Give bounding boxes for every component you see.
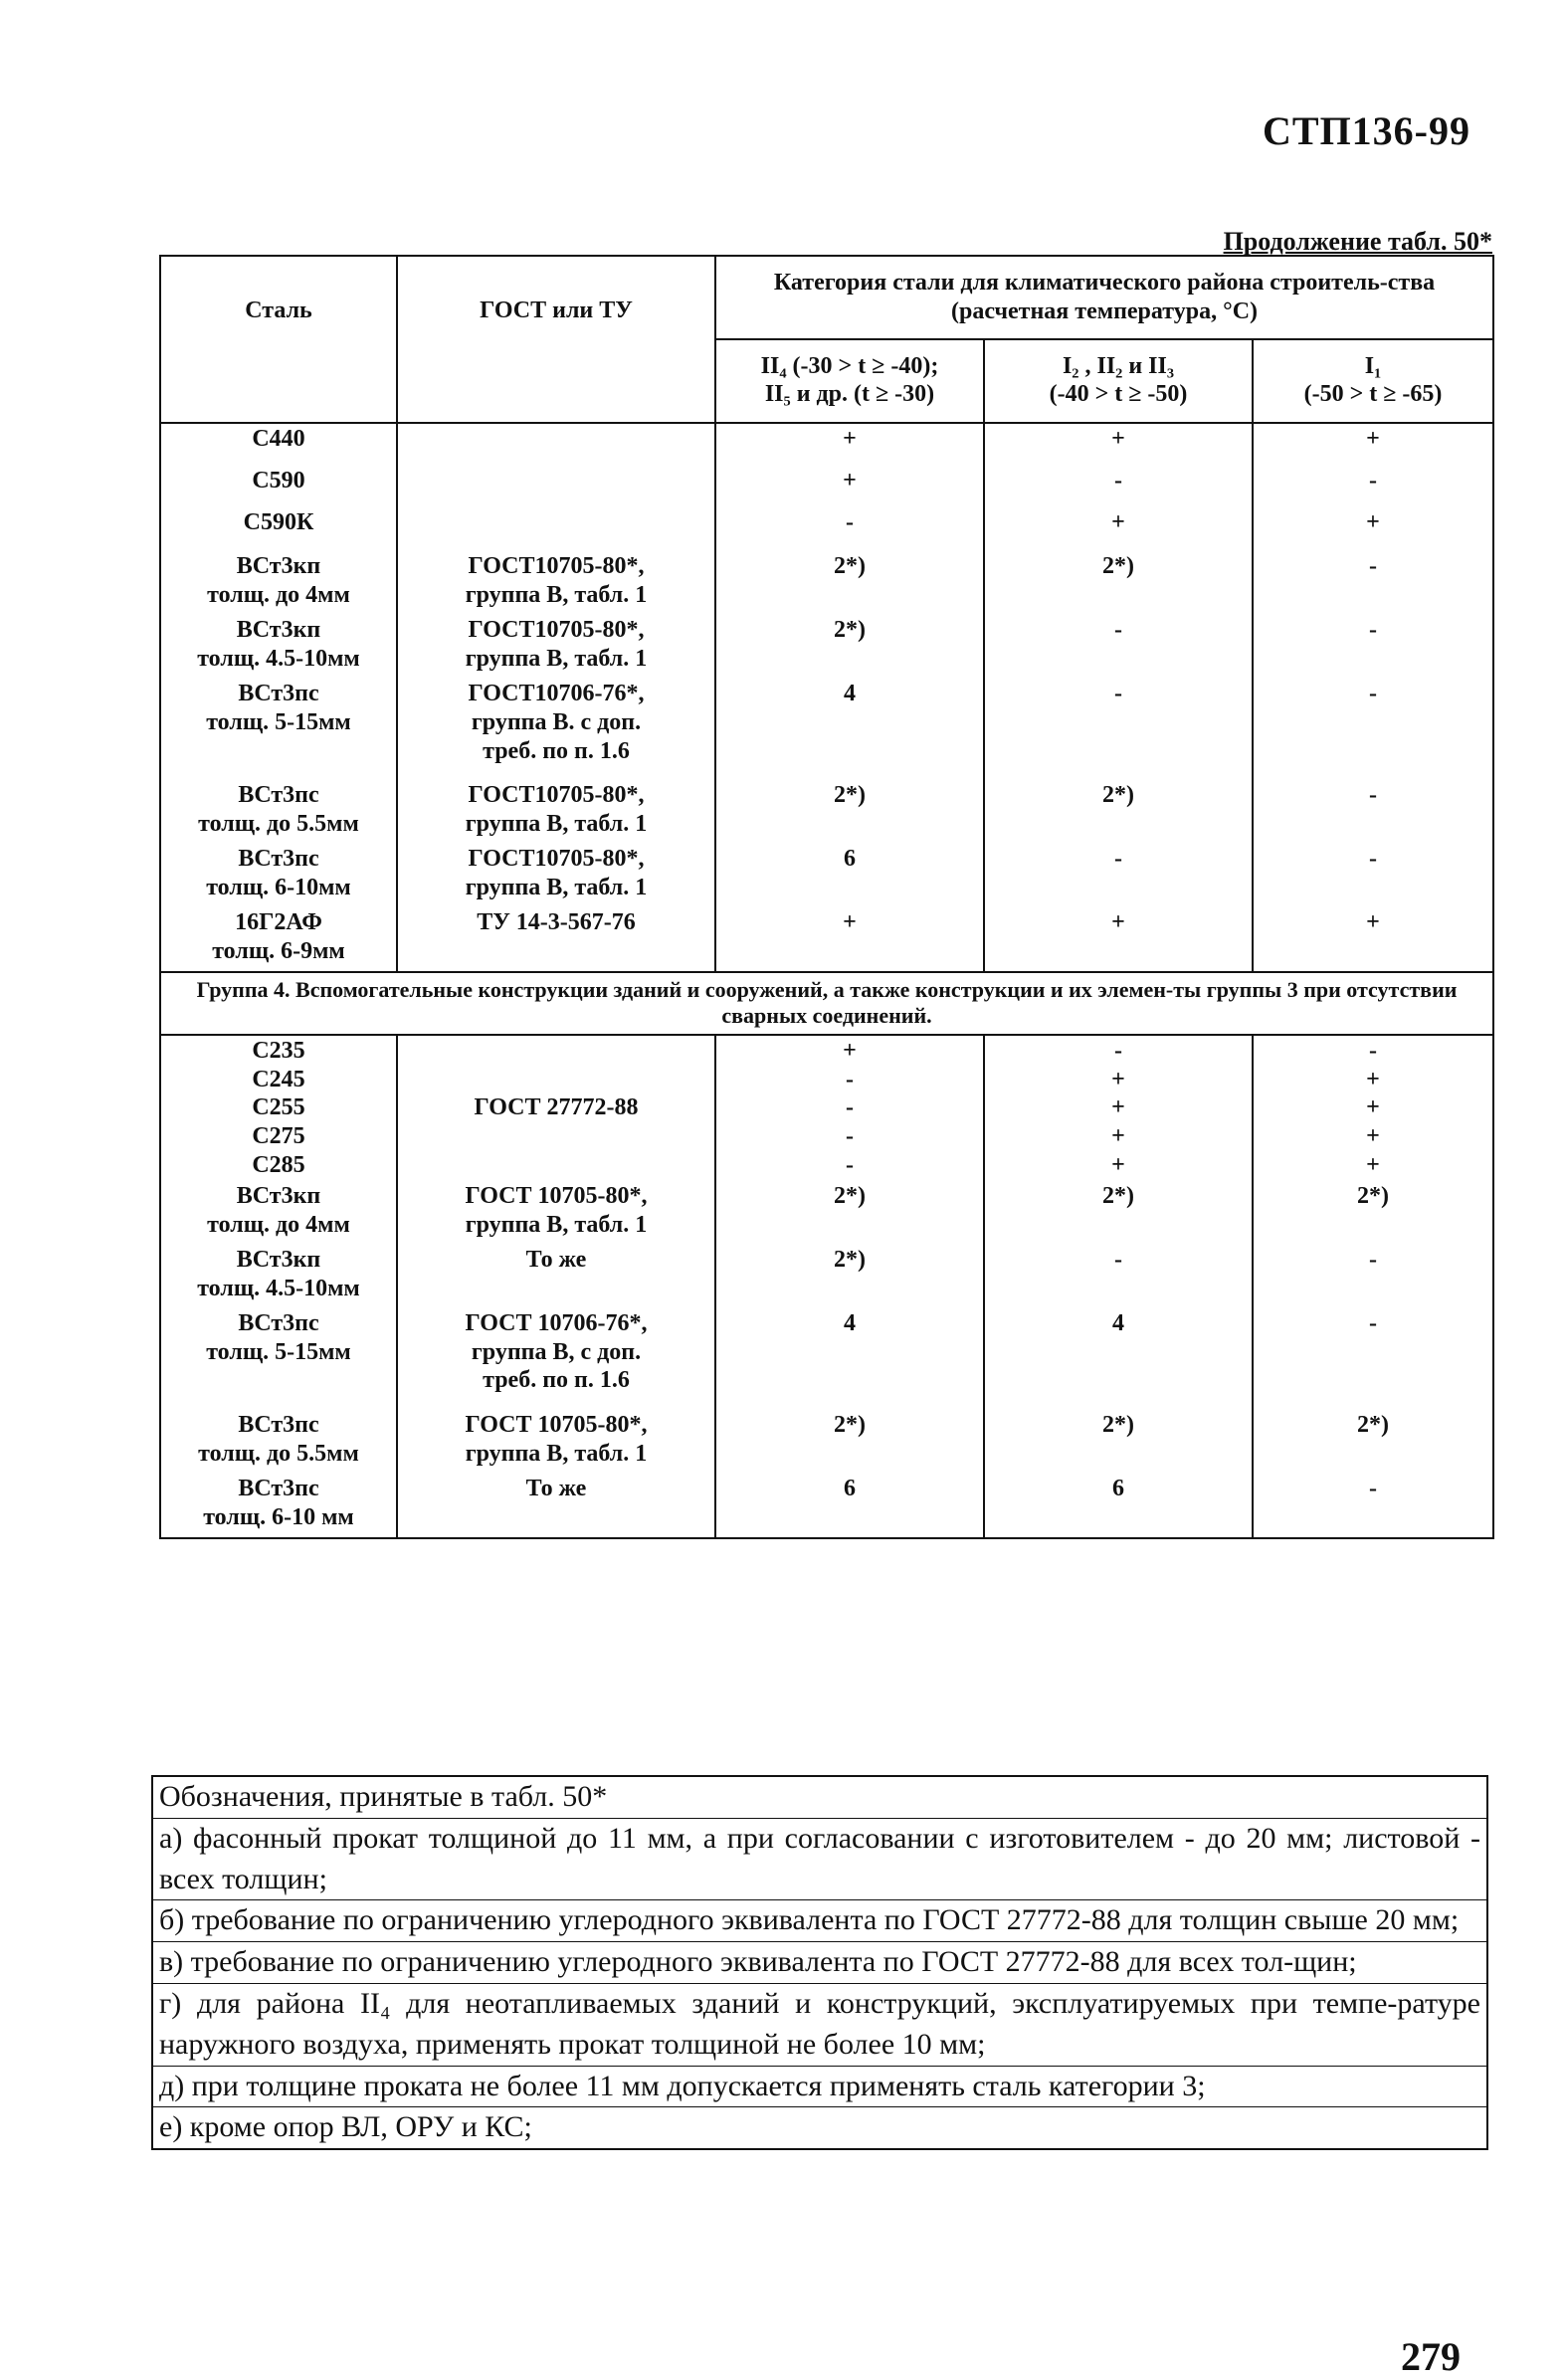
category-cell-3: - xyxy=(1253,780,1493,844)
group-steel-name: С275 xyxy=(252,1123,305,1150)
category-cell-2: + xyxy=(984,507,1253,551)
category-cell-2: 2*) xyxy=(984,1410,1253,1474)
steel-cell-line: ВСт3пс xyxy=(238,681,319,706)
category-cell-2: - xyxy=(984,679,1253,780)
group-category-value: + xyxy=(1366,1066,1380,1092)
group-steel-name: С245 xyxy=(252,1066,305,1092)
subheader-climate-2 xyxy=(984,339,1253,423)
gost-cell-line: группа В, табл. 1 xyxy=(465,645,648,672)
steel-cell-line: ВСт3пс xyxy=(238,1309,319,1336)
gost-cell-line: ГОСТ10705-80*, xyxy=(468,617,645,643)
gost-cell xyxy=(397,780,715,844)
group-steel-name: С235 xyxy=(252,1037,305,1064)
note-item: е) кроме опор ВЛ, ОРУ и КС; xyxy=(159,2110,532,2144)
group-category-value: - xyxy=(1114,1037,1122,1064)
steel-cell xyxy=(160,466,397,507)
category-cell-1: 2*) xyxy=(715,1245,984,1308)
steel-cell-line: толщ. 5-15мм xyxy=(206,1338,351,1365)
steel-cell-line: ВСт3пс xyxy=(238,846,319,872)
steel-cell-line: толщ. 6-10мм xyxy=(206,874,351,900)
group-category-value: + xyxy=(1366,1094,1380,1121)
steel-cell-line: ВСт3кп xyxy=(236,617,321,643)
steel-cell xyxy=(160,679,397,780)
category-cell-1: 2*) xyxy=(715,615,984,679)
group-category-value: - xyxy=(1369,1037,1378,1064)
category-cell-2: 6 xyxy=(984,1474,1253,1538)
category-cell-3: - xyxy=(1253,1245,1493,1308)
gost-cell xyxy=(397,1474,715,1538)
gost-cell-line: группа В, табл. 1 xyxy=(465,1440,648,1467)
table-row xyxy=(160,1410,1493,1474)
steel-cell xyxy=(160,507,397,551)
steel-cell-line: ВСт3пс xyxy=(238,1411,319,1438)
group-category-value: + xyxy=(843,1037,857,1064)
steel-cell xyxy=(160,1308,397,1410)
steel-cell-line: толщ. до 4мм xyxy=(207,581,350,608)
category-cell-1: 2*) xyxy=(715,780,984,844)
note-item: а) фасонный прокат толщиной до 11 мм, а при согласовании с изготовителем - до 20 мм; листовой - всех толщин; xyxy=(153,1819,1486,1901)
steel-cell-line: ВСт3кп xyxy=(236,1182,321,1209)
category-cell-1: - xyxy=(715,507,984,551)
table-row xyxy=(160,1181,1493,1245)
gost-cell-line: ГОСТ10705-80*, xyxy=(468,553,645,579)
notes-block xyxy=(151,1775,1488,2150)
group-4-row xyxy=(160,972,1493,1035)
gost-cell xyxy=(397,551,715,615)
category-cell-2: 2*) xyxy=(984,551,1253,615)
group-category-value: - xyxy=(846,1094,854,1121)
steel-cell-line: толщ. до 5.5мм xyxy=(198,810,359,837)
gost-cell-line: группа В, табл. 1 xyxy=(465,810,648,837)
category-cell-2: 2*) xyxy=(984,780,1253,844)
notes-heading: Обозначения, принятые в табл. 50* xyxy=(153,1777,1486,1819)
group-category-value: + xyxy=(1111,1066,1125,1092)
category-cell-2: - xyxy=(984,1245,1253,1308)
steel-cell-line: С590К xyxy=(243,509,314,535)
table-row xyxy=(160,780,1493,844)
steel-cell xyxy=(160,844,397,907)
gost-cell xyxy=(397,844,715,907)
steel-cell-line: толщ. до 4мм xyxy=(207,1211,350,1238)
steel-cell xyxy=(160,1474,397,1538)
group-category-value: + xyxy=(1366,1151,1380,1178)
group-category-cell-3 xyxy=(1253,1035,1493,1181)
gost-cell-line: ГОСТ 10705-80*, xyxy=(465,1182,648,1209)
gost-cell-line: То же xyxy=(525,1246,587,1273)
table-row xyxy=(160,1308,1493,1410)
subheader-climate-3-line-a: I₁ xyxy=(1364,353,1382,380)
table-row xyxy=(160,907,1493,972)
category-cell-1: + xyxy=(715,423,984,466)
gost-cell-line: ГОСТ 10706-76*, xyxy=(465,1309,648,1336)
group-category-value: - xyxy=(846,1151,854,1178)
table-row xyxy=(160,615,1493,679)
table-row xyxy=(160,679,1493,780)
gost-cell-line: группа В, табл. 1 xyxy=(465,581,648,608)
group-gost-cell: ГОСТ 27772-88 xyxy=(397,1035,715,1181)
group-category-cell-2 xyxy=(984,1035,1253,1181)
document-code: СТП136-99 xyxy=(1263,108,1470,153)
category-cell-1: 2*) xyxy=(715,551,984,615)
steel-cell-line: С440 xyxy=(252,426,305,452)
gost-cell-line: группа В, с доп. xyxy=(471,1338,642,1365)
table-row xyxy=(160,466,1493,507)
category-cell-2: - xyxy=(984,466,1253,507)
category-cell-2: 2*) xyxy=(984,1181,1253,1245)
steel-cell-line: толщ. 5-15мм xyxy=(206,708,351,735)
category-cell-1: + xyxy=(715,466,984,507)
steel-cell xyxy=(160,1410,397,1474)
subheader-climate-1 xyxy=(715,339,984,423)
table-row xyxy=(160,1245,1493,1308)
category-cell-1: 6 xyxy=(715,1474,984,1538)
subheader-climate-2-line-a: I₂ , II₂ и II₃ xyxy=(1062,353,1175,380)
table-row xyxy=(160,551,1493,615)
table-header-row xyxy=(160,256,1493,339)
group-category-value: + xyxy=(1111,1151,1125,1178)
steel-cell-line: ВСт3кп xyxy=(236,1246,321,1273)
category-cell-1: 2*) xyxy=(715,1410,984,1474)
steel-cell xyxy=(160,1181,397,1245)
gost-cell-line: ГОСТ10705-80*, xyxy=(468,782,645,808)
group-category-value: - xyxy=(846,1123,854,1150)
category-cell-2: + xyxy=(984,907,1253,972)
category-cell-3: 2*) xyxy=(1253,1410,1493,1474)
group-category-value: + xyxy=(1366,1123,1380,1150)
gost-cell xyxy=(397,1308,715,1410)
group-category-value: - xyxy=(846,1066,854,1092)
group-steels-row xyxy=(160,1035,1493,1181)
table-continuation-label: Продолжение табл. 50* xyxy=(1223,227,1492,256)
category-cell-3: - xyxy=(1253,1308,1493,1410)
steel-cell xyxy=(160,423,397,466)
steel-cell-line: толщ. до 5.5мм xyxy=(198,1440,359,1467)
steel-cell-line: С590 xyxy=(252,468,305,494)
gost-cell-line: треб. по п. 1.6 xyxy=(483,1367,630,1394)
group-4-title: Группа 4. Вспомогательные конструкции зданий и сооружений, а также конструкции и их элемен-ты группы 3 при отсутствии сварных соединений. xyxy=(160,972,1493,1035)
category-cell-2: + xyxy=(984,423,1253,466)
gost-cell-line: группа В, табл. 1 xyxy=(465,1211,648,1238)
header-gost: ГОСТ или ТУ xyxy=(397,256,715,423)
table-row xyxy=(160,507,1493,551)
header-steel: Сталь xyxy=(160,256,397,423)
note-item: в) требование по ограничению углеродного эквивалента по ГОСТ 27772-88 для всех тол-щин; xyxy=(153,1942,1486,1984)
gost-cell xyxy=(397,423,715,466)
subheader-climate-1-line-a: II₄ (-30 > t ≥ -40); xyxy=(760,353,939,380)
steel-cell-line: толщ. 4.5-10мм xyxy=(197,645,360,672)
steel-category-table xyxy=(159,255,1494,1539)
steel-cell-line: 16Г2АФ xyxy=(235,909,322,935)
category-cell-1: 2*) xyxy=(715,1181,984,1245)
category-cell-1: 6 xyxy=(715,844,984,907)
gost-cell xyxy=(397,679,715,780)
group-steel-name: С285 xyxy=(252,1151,305,1178)
gost-cell-line: треб. по п. 1.6 xyxy=(483,737,630,764)
gost-cell-line: То же xyxy=(525,1475,587,1501)
category-cell-3: - xyxy=(1253,844,1493,907)
steel-cell-line: ВСт3пс xyxy=(238,782,319,808)
table-row xyxy=(160,1474,1493,1538)
steel-cell-line: ВСт3кп xyxy=(236,553,321,579)
table-row xyxy=(160,844,1493,907)
group-steel-cell xyxy=(160,1035,397,1181)
gost-cell-line: группа В. с доп. xyxy=(471,708,642,735)
steel-cell xyxy=(160,551,397,615)
gost-cell xyxy=(397,1410,715,1474)
steel-cell-line: толщ. 4.5-10мм xyxy=(197,1275,360,1301)
note-item: д) при толщине проката не более 11 мм допускается применять сталь категории 3; xyxy=(153,2067,1486,2108)
steel-cell-line: толщ. 6-10 мм xyxy=(203,1503,354,1530)
category-cell-3: - xyxy=(1253,615,1493,679)
category-cell-1: 4 xyxy=(715,1308,984,1410)
category-cell-2: 4 xyxy=(984,1308,1253,1410)
gost-cell xyxy=(397,466,715,507)
category-cell-3: - xyxy=(1253,1474,1493,1538)
steel-cell xyxy=(160,780,397,844)
steel-cell xyxy=(160,615,397,679)
group-category-cell-1 xyxy=(715,1035,984,1181)
category-cell-1: + xyxy=(715,907,984,972)
gost-cell-line: ГОСТ10706-76*, xyxy=(468,681,645,706)
group-category-value: + xyxy=(1111,1094,1125,1121)
category-cell-3: - xyxy=(1253,466,1493,507)
group-category-value: + xyxy=(1111,1123,1125,1150)
category-cell-3: - xyxy=(1253,679,1493,780)
note-item: б) требование по ограничению углеродного эквивалента по ГОСТ 27772-88 для толщин свыше 20 мм; xyxy=(153,1900,1486,1942)
category-cell-3: + xyxy=(1253,423,1493,466)
category-cell-3: - xyxy=(1253,551,1493,615)
subheader-climate-2-line-b: (-40 > t ≥ -50) xyxy=(1049,381,1188,407)
steel-cell-line: ВСт3пс xyxy=(238,1475,319,1501)
gost-cell xyxy=(397,907,715,972)
gost-cell xyxy=(397,1245,715,1308)
category-cell-1: 4 xyxy=(715,679,984,780)
subheader-climate-3 xyxy=(1253,339,1493,423)
subheader-climate-1-line-b: II₅ и др. (t ≥ -30) xyxy=(764,381,935,407)
header-category: Категория стали для климатического района строитель-ства (расчетная температура, °С) xyxy=(715,256,1493,339)
gost-cell-line: ГОСТ10705-80*, xyxy=(468,846,645,872)
note-item: г) для района II₄ для неотапливаемых зданий и конструкций, эксплуатируемых при темпе-ратуре наружного воздуха, применять прокат толщиной не более 10 мм; xyxy=(153,1984,1486,2067)
table-row xyxy=(160,423,1493,466)
category-cell-3: + xyxy=(1253,507,1493,551)
category-cell-2: - xyxy=(984,844,1253,907)
group-steel-name: С255 xyxy=(252,1094,305,1121)
gost-cell-line: ТУ 14-3-567-76 xyxy=(477,909,636,935)
category-cell-2: - xyxy=(984,615,1253,679)
page-number: 279 xyxy=(1401,2334,1461,2379)
gost-cell-line: группа В, табл. 1 xyxy=(465,874,648,900)
category-cell-3: 2*) xyxy=(1253,1181,1493,1245)
steel-cell xyxy=(160,1245,397,1308)
category-cell-3: + xyxy=(1253,907,1493,972)
gost-cell xyxy=(397,507,715,551)
gost-cell xyxy=(397,1181,715,1245)
gost-cell-line: ГОСТ 10705-80*, xyxy=(465,1411,648,1438)
subheader-climate-3-line-b: (-50 > t ≥ -65) xyxy=(1303,381,1443,407)
steel-cell-line: толщ. 6-9мм xyxy=(212,937,345,964)
gost-cell xyxy=(397,615,715,679)
steel-cell xyxy=(160,907,397,972)
